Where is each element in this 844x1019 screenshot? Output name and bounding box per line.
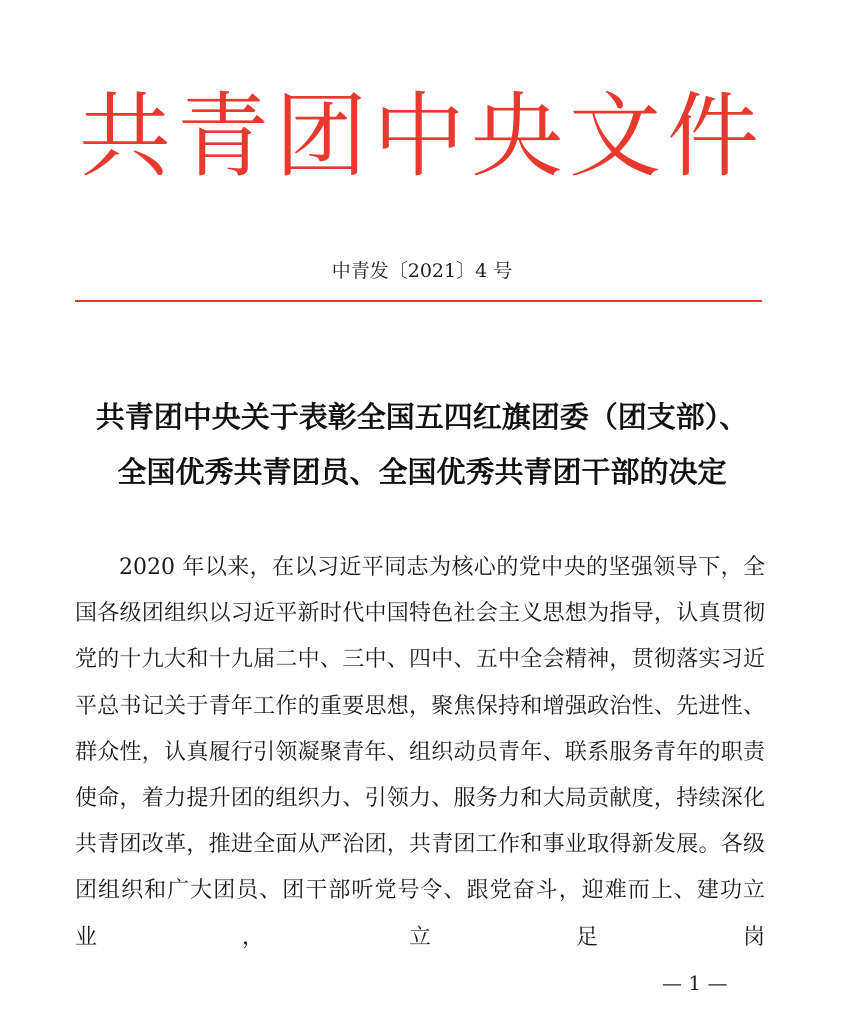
red-divider-line [75,300,762,302]
issuer-masthead-title: 共青团中央文件 [78,83,765,190]
document-title-line-2: 全国优秀共青团员、全国优秀共青团干部的决定 [117,455,727,489]
body-paragraph: 2020 年以来，在以习近平同志为核心的党中央的坚强领导下，全国各级团组织以习近平新时代中国特色社会主义思想为指导，认真贯彻党的十九大和十九届二中、三中、四中、五中全会精神，贯彻落实习近平总书记关于青年工作的重要思想，聚焦保持和增强政治性、先进性、群众性，认真履行引领凝聚青年、组织动员青年、联系服务青年的职责使命，着力提升团的组织力、引领力、服务力和大局贡献度，持续深化共青团改革，推进全面从严治团，共青团工作和事业取得新发展。各级团组织和广大团员、团干部听党号令、跟党奋斗，迎难而上、建功立业，立足岗 [75,555,765,950]
page-number: — 1 — [662,971,728,995]
document-title-line-1: 共青团中央关于表彰全国五四红旗团委（团支部）、 [95,400,749,434]
document-number: 中青发〔2021〕4 号 [331,260,513,282]
